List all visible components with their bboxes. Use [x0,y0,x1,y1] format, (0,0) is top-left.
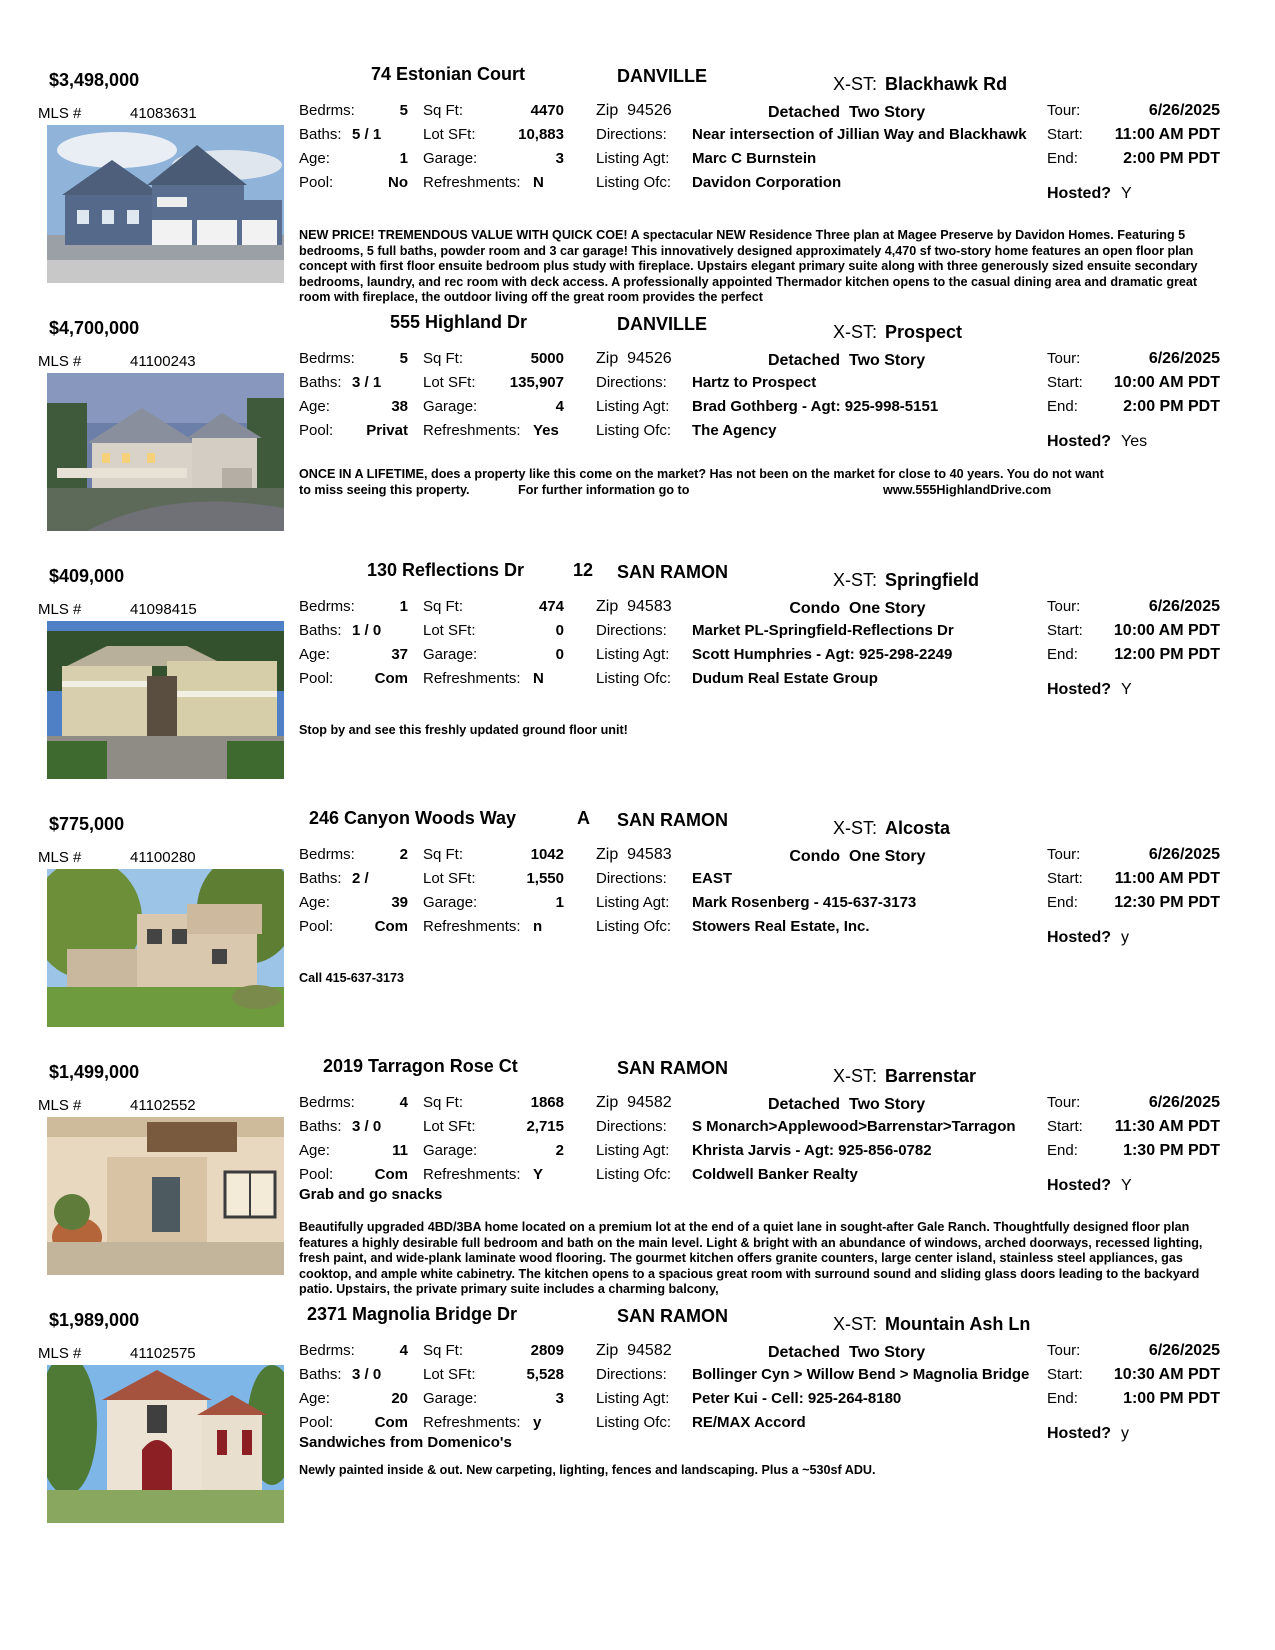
lot-label: Lot SFt: [423,374,476,391]
lot-label: Lot SFt: [423,870,476,887]
lot-value: 0 [555,622,564,639]
pool-value: Com [374,1414,408,1431]
mls-number: 41083631 [130,105,197,122]
listing-city: SAN RAMON [617,1058,728,1078]
listing-remarks: Stop by and see this freshly updated ground floor unit! [299,723,628,737]
sqft-value: 474 [538,598,564,615]
office-value: Dudum Real Estate Group [692,670,878,687]
cross-street [833,1314,1030,1335]
bedrooms-value: 2 [399,846,408,863]
cross-street-label: X-ST: [833,570,878,590]
directions-value: Hartz to Prospect [692,374,817,391]
cross-street-label: X-ST: [833,74,878,94]
bedrooms-value: 1 [399,598,408,615]
property-stories: One Story [849,600,926,617]
sqft-value: 2809 [530,1342,564,1359]
tour-label: Tour: [1047,350,1081,367]
tour-date: 6/26/2025 [1148,1342,1220,1359]
cross-street-label: X-ST: [833,1066,878,1086]
remarks-text: to miss seeing this property. [299,482,470,497]
end-time: 2:00 PM PDT [1123,150,1220,167]
listing-price: $409,000 [49,566,125,586]
property-type: Condo [789,848,840,865]
refreshments-value: N [533,174,544,191]
tour-label: Tour: [1047,846,1081,863]
hosted-label: Hosted? [1047,681,1111,698]
bedrooms-value: 4 [399,1094,408,1111]
refreshments-value: Yes [533,422,559,439]
garage-label: Garage: [423,398,478,415]
sqft-label: Sq Ft: [423,1342,464,1359]
end-label: End: [1047,1142,1078,1159]
listing-price: $4,700,000 [49,318,140,338]
start-time: 10:30 AM PDT [1113,1366,1220,1383]
cross-street-label: X-ST: [833,818,878,838]
baths-value: 2 / [352,870,369,887]
zip-label: Zip 94582 [596,1342,672,1359]
mls-number: 41098415 [130,601,197,618]
property-stories: Two Story [849,352,926,369]
listing-city: SAN RAMON [617,810,728,830]
zip-label: Zip 94526 [596,350,672,367]
hosted-value: Yes [1121,433,1148,450]
end-time: 2:00 PM PDT [1123,398,1220,415]
baths-value: 3 / 0 [352,1366,382,1383]
hosted-label: Hosted? [1047,1425,1111,1442]
hosted-label: Hosted? [1047,929,1111,946]
bedrooms-value: 4 [399,1342,408,1359]
start-time: 11:30 AM PDT [1114,1118,1220,1135]
refreshment-note: Sandwiches from Domenico's [299,1434,512,1451]
sqft-label: Sq Ft: [423,102,464,119]
age-label: Age: [299,894,330,911]
refreshments-label: Refreshments: [423,670,521,687]
mls-label: MLS # [38,1097,82,1114]
bedrooms-label: Bedrms: [299,1342,355,1359]
directions-label: Directions: [596,1118,667,1135]
hosted-value: y [1121,1425,1129,1442]
sqft-label: Sq Ft: [423,598,464,615]
end-time: 1:00 PM PDT [1123,1390,1220,1407]
mls-label: MLS # [38,849,82,866]
pool-value: No [388,174,408,191]
refreshment-note: Grab and go snacks [299,1186,443,1203]
garage-value: 1 [555,894,564,911]
baths-value: 3 / 1 [352,374,382,391]
age-value: 39 [391,894,408,911]
lot-label: Lot SFt: [423,126,476,143]
hosted [1047,1425,1129,1443]
office-value: RE/MAX Accord [692,1414,806,1431]
listing-remarks: NEW PRICE! TREMENDOUS VALUE WITH QUICK COE! A spectacular NEW Residence Three plan at Magee Preserve by Davidon Homes. Featuring 5 bedrooms, 5 full baths, powder room and 3 car garage! This innovatively designed approximately 4,470 sf two-story home features an open floor plan concept with first floor ensuite bedroom plus study with fireplace. Upstairs elegant primary suite along with three generously sized ensuite secondary bedrooms, laundry, and rec room with deck access. A professionally appointed Thermador kitchen opens to the casual dining area and dramatic great room with fireplace, the outdoor living off the great room provides the perfect [299,228,1198,305]
listing-address: 555 Highland Dr [390,312,528,332]
pool-label: Pool: [299,174,334,191]
pool-label: Pool: [299,670,334,687]
pool-label: Pool: [299,1414,334,1431]
baths-value: 3 / 0 [352,1118,382,1135]
baths-label: Baths: [299,870,342,887]
lot-value: 135,907 [509,374,564,391]
agent-label: Listing Agt: [596,646,670,663]
cross-street-value: Mountain Ash Ln [885,1314,1031,1334]
hosted-value: Y [1121,185,1132,202]
baths-value: 1 / 0 [352,622,382,639]
cross-street-value: Blackhawk Rd [885,74,1008,94]
zip-label: Zip 94583 [596,846,672,863]
agent-value: Mark Rosenberg - 415-637-3173 [692,894,917,911]
start-label: Start: [1047,1366,1083,1383]
garage-value: 2 [555,1142,564,1159]
garage-value: 3 [555,1390,564,1407]
end-label: End: [1047,398,1078,415]
directions-value: EAST [692,870,733,887]
agent-label: Listing Agt: [596,1142,670,1159]
garage-label: Garage: [423,894,478,911]
cross-street-label: X-ST: [833,322,878,342]
tour-date: 6/26/2025 [1148,1094,1220,1111]
hosted-label: Hosted? [1047,433,1111,450]
listing-price: $3,498,000 [49,70,140,90]
refreshments-label: Refreshments: [423,1166,521,1183]
zip-value: 94583 [627,598,672,615]
tour-date: 6/26/2025 [1148,598,1220,615]
sqft-label: Sq Ft: [423,350,464,367]
listing-remarks: Newly painted inside & out. New carpeting, lighting, fences and landscaping. Plus a ~530sf ADU. [299,1463,876,1477]
listing-card-4 [0,806,1275,1064]
pool-value: Com [374,1166,408,1183]
pool-label: Pool: [299,422,334,439]
listing-price: $775,000 [49,814,125,834]
zip-value: 94526 [627,102,672,119]
mls-number: 41102552 [130,1097,196,1114]
end-time: 12:00 PM PDT [1114,646,1220,663]
office-label: Listing Ofc: [596,422,672,439]
age-label: Age: [299,1390,330,1407]
agent-label: Listing Agt: [596,150,670,167]
pool-value: Com [374,670,408,687]
lot-label: Lot SFt: [423,622,476,639]
pool-value: Com [374,918,408,935]
tour-date: 6/26/2025 [1148,102,1220,119]
office-value: Coldwell Banker Realty [692,1166,858,1183]
baths-label: Baths: [299,1118,342,1135]
age-label: Age: [299,398,330,415]
tour-label: Tour: [1047,598,1081,615]
lot-value: 1,550 [526,870,564,887]
office-label: Listing Ofc: [596,670,672,687]
start-time: 11:00 AM PDT [1114,870,1220,887]
end-label: End: [1047,894,1078,911]
baths-label: Baths: [299,1366,342,1383]
property-photo [47,373,284,531]
refreshments-value: N [533,670,544,687]
refreshments-value: n [533,918,543,935]
listing-remarks [299,467,1219,499]
refreshments-value: Y [533,1166,544,1183]
cross-street [833,1066,976,1087]
age-label: Age: [299,1142,330,1159]
end-time: 1:30 PM PDT [1123,1142,1220,1159]
baths-label: Baths: [299,126,342,143]
garage-label: Garage: [423,646,478,663]
listing-remarks: Call 415-637-3173 [299,971,405,985]
directions-value: Bollinger Cyn > Willow Bend > Magnolia Bridge [692,1366,1030,1383]
directions-value: Market PL-Springfield-Reflections Dr [692,622,954,639]
hosted-label: Hosted? [1047,1177,1111,1194]
property-stories: Two Story [849,1096,926,1113]
hosted [1047,1177,1132,1195]
refreshments-label: Refreshments: [423,174,521,191]
property-photo [47,1117,284,1275]
remarks-text: For further information go to [518,482,690,497]
property-type: Detached [767,104,840,121]
listing-city: SAN RAMON [617,562,728,582]
listing-unit: 12 [573,560,594,580]
directions-label: Directions: [596,870,667,887]
baths-label: Baths: [299,374,342,391]
end-label: End: [1047,646,1078,663]
directions-label: Directions: [596,126,667,143]
property-photo [47,1365,284,1523]
start-label: Start: [1047,870,1083,887]
tour-label: Tour: [1047,102,1081,119]
bedrooms-value: 5 [399,350,408,367]
property-photo [47,621,284,779]
listing-card-1 [0,62,1275,320]
office-value: The Agency [692,422,777,439]
zip-value: 94583 [627,846,672,863]
listing-price: $1,989,000 [49,1310,140,1330]
age-label: Age: [299,646,330,663]
tour-date: 6/26/2025 [1148,350,1220,367]
start-time: 10:00 AM PDT [1113,374,1220,391]
property-stories: One Story [849,848,926,865]
lot-label: Lot SFt: [423,1366,476,1383]
hosted-value: Y [1121,681,1132,698]
office-value: Stowers Real Estate, Inc. [692,918,870,935]
end-label: End: [1047,1390,1078,1407]
cross-street-value: Prospect [885,322,963,342]
hosted [1047,929,1129,947]
age-label: Age: [299,150,330,167]
mls-label: MLS # [38,1345,82,1362]
lot-value: 2,715 [526,1118,564,1135]
office-label: Listing Ofc: [596,174,672,191]
zip-label: Zip 94582 [596,1094,672,1111]
zip-label: Zip 94526 [596,102,672,119]
hosted [1047,681,1132,699]
garage-label: Garage: [423,150,478,167]
agent-label: Listing Agt: [596,398,670,415]
bedrooms-label: Bedrms: [299,102,355,119]
agent-value: Scott Humphries - Agt: 925-298-2249 [692,646,953,663]
remarks-line [299,483,1219,499]
listing-card-6 [0,1302,1275,1560]
listing-address: 2019 Tarragon Rose Ct [323,1056,518,1076]
agent-value: Brad Gothberg - Agt: 925-998-5151 [692,398,939,415]
age-value: 1 [399,150,408,167]
listing-address: 2371 Magnolia Bridge Dr [307,1304,518,1324]
cross-street [833,818,950,839]
property-stories: Two Story [849,104,926,121]
listing-address: 130 Reflections Dr [367,560,525,580]
garage-label: Garage: [423,1142,478,1159]
start-label: Start: [1047,1118,1083,1135]
property-photo [47,869,284,1027]
garage-value: 0 [555,646,564,663]
end-time: 12:30 PM PDT [1114,894,1220,911]
baths-label: Baths: [299,622,342,639]
refreshments-label: Refreshments: [423,918,521,935]
listing-address: 246 Canyon Woods Way [309,808,517,828]
start-time: 11:00 AM PDT [1114,126,1220,143]
start-label: Start: [1047,622,1083,639]
garage-value: 4 [555,398,564,415]
sqft-value: 1868 [530,1094,564,1111]
mls-label: MLS # [38,105,82,122]
remarks-line: ONCE IN A LIFETIME, does a property like this come on the market? Has not been on the market for close to 40 years. You do not want [299,467,1104,481]
hosted [1047,433,1147,451]
listing-card-2 [0,310,1275,568]
directions-value: S Monarch>Applewood>Barrenstar>Tarragon [692,1118,1016,1135]
directions-label: Directions: [596,374,667,391]
directions-value: Near intersection of Jillian Way and Blackhawk [692,126,1027,143]
cross-street-label: X-ST: [833,1314,878,1334]
listing-card-3 [0,558,1275,816]
property-photo [47,125,284,283]
listing-remarks: Beautifully upgraded 4BD/3BA home located on a premium lot at the end of a quiet lane in sought-after Gale Ranch. Thoughtfully designed floor plan features a highly desirable full bedroom and bath on the main level. Light & bright with an abundance of windows, arched doorways, recessed lighting, fresh paint, and wide-plank laminate wood flooring. The gourmet kitchen offers granite counters, large center island, stainless steel appliances, gas cooktop, and ample white cabinetry. The kitchen opens to a spacious great room with surround sound and sliding glass doors leading to the backyard patio. Upstairs, the private primary suite includes a charming balcony, [299,1220,1203,1297]
lot-value: 10,883 [518,126,564,143]
age-value: 37 [391,646,408,663]
baths-value: 5 / 1 [352,126,382,143]
cross-street [833,74,1007,95]
start-time: 10:00 AM PDT [1113,622,1220,639]
listing-city: DANVILLE [617,66,707,86]
agent-value: Peter Kui - Cell: 925-264-8180 [692,1390,902,1407]
cross-street [833,322,962,343]
bedrooms-label: Bedrms: [299,350,355,367]
directions-label: Directions: [596,622,667,639]
agent-value: Khrista Jarvis - Agt: 925-856-0782 [692,1142,932,1159]
property-type: Detached [767,1344,840,1361]
tour-label: Tour: [1047,1342,1081,1359]
office-label: Listing Ofc: [596,918,672,935]
listing-price: $1,499,000 [49,1062,140,1082]
sqft-label: Sq Ft: [423,1094,464,1111]
bedrooms-label: Bedrms: [299,1094,355,1111]
website-link[interactable]: www.555HighlandDrive.com [883,482,1052,497]
age-value: 38 [391,398,408,415]
zip-value: 94582 [627,1094,672,1111]
agent-value: Marc C Burnstein [692,150,817,167]
mls-number: 41102575 [130,1345,196,1362]
hosted [1047,185,1132,203]
property-stories: Two Story [849,1344,926,1361]
property-type: Detached [767,1096,840,1113]
listing-unit: A [577,808,590,828]
zip-value: 94582 [627,1342,672,1359]
property-type: Condo [789,600,840,617]
listing-city: SAN RAMON [617,1306,728,1326]
office-value: Davidon Corporation [692,174,842,191]
start-label: Start: [1047,374,1083,391]
agent-label: Listing Agt: [596,894,670,911]
bedrooms-label: Bedrms: [299,598,355,615]
zip-label: Zip 94583 [596,598,672,615]
refreshments-label: Refreshments: [423,422,521,439]
start-label: Start: [1047,126,1083,143]
cross-street-value: Springfield [885,570,980,590]
cross-street [833,570,979,591]
age-value: 20 [391,1390,408,1407]
zip-value: 94526 [627,350,672,367]
cross-street-value: Barrenstar [885,1066,977,1086]
garage-label: Garage: [423,1390,478,1407]
listing-address: 74 Estonian Court [371,64,526,84]
mls-number: 41100243 [130,353,196,370]
tour-date: 6/26/2025 [1148,846,1220,863]
lot-label: Lot SFt: [423,1118,476,1135]
refreshments-value: y [533,1414,542,1431]
garage-value: 3 [555,150,564,167]
pool-label: Pool: [299,1166,334,1183]
directions-label: Directions: [596,1366,667,1383]
sqft-value: 5000 [530,350,564,367]
refreshments-label: Refreshments: [423,1414,521,1431]
cross-street-value: Alcosta [885,818,951,838]
pool-label: Pool: [299,918,334,935]
end-label: End: [1047,150,1078,167]
bedrooms-value: 5 [399,102,408,119]
listing-city: DANVILLE [617,314,707,334]
office-label: Listing Ofc: [596,1166,672,1183]
hosted-value: Y [1121,1177,1132,1194]
age-value: 11 [392,1142,408,1159]
mls-label: MLS # [38,353,82,370]
tour-label: Tour: [1047,1094,1081,1111]
listing-card-5 [0,1054,1275,1312]
office-label: Listing Ofc: [596,1414,672,1431]
sqft-value: 4470 [530,102,564,119]
sqft-label: Sq Ft: [423,846,464,863]
pool-value: Privat [366,422,408,439]
hosted-value: y [1121,929,1129,946]
sqft-value: 1042 [530,846,564,863]
lot-value: 5,528 [526,1366,564,1383]
mls-label: MLS # [38,601,82,618]
mls-number: 41100280 [130,849,196,866]
agent-label: Listing Agt: [596,1390,670,1407]
bedrooms-label: Bedrms: [299,846,355,863]
property-type: Detached [767,352,840,369]
hosted-label: Hosted? [1047,185,1111,202]
